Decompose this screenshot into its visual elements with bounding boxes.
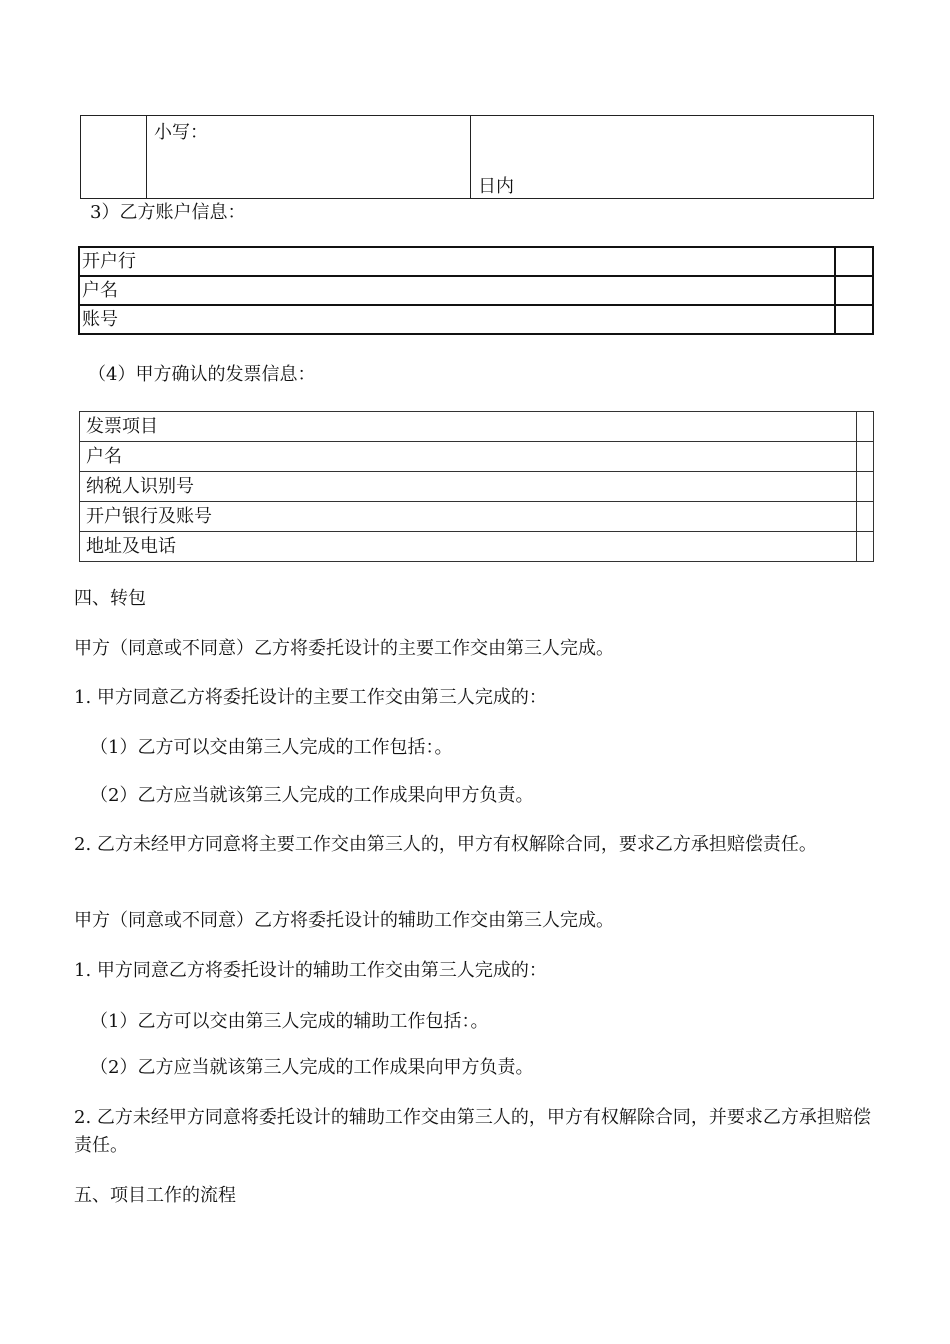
invoice-name-value	[857, 442, 874, 472]
amount-days-label: 日内	[478, 176, 514, 197]
main-work-intro: 甲方（同意或不同意）乙方将委托设计的主要工作交由第三人完成。	[74, 638, 614, 659]
section-four-title: 四、转包	[74, 588, 146, 609]
section-five-title: 五、项目工作的流程	[74, 1185, 236, 1206]
account-info-heading: 3）乙方账户信息：	[90, 202, 246, 223]
table-row	[80, 412, 874, 442]
account-bank-label: 开户行	[79, 247, 835, 276]
aux-work-sub-2: （2）乙方应当就该第三人完成的工作成果向甲方负责。	[90, 1057, 534, 1078]
invoice-address-value	[857, 532, 874, 562]
invoice-taxid-label: 纳税人识别号	[80, 472, 857, 502]
amount-table-empty-cell	[81, 116, 147, 199]
amount-days-cell	[471, 116, 874, 199]
account-bank-value	[835, 247, 873, 276]
aux-work-sub-1: （1）乙方可以交由第三人完成的辅助工作包括：。	[90, 1011, 489, 1032]
invoice-bank-value	[857, 502, 874, 532]
table-row	[79, 305, 873, 334]
account-number-value	[835, 305, 873, 334]
invoice-info-table	[79, 411, 874, 562]
account-number-label: 账号	[79, 305, 835, 334]
account-name-label: 户名	[79, 276, 835, 305]
main-work-item-1: 1. 甲方同意乙方将委托设计的主要工作交由第三人完成的：	[74, 687, 547, 708]
aux-work-item-2: 2. 乙方未经甲方同意将委托设计的辅助工作交由第三人的，甲方有权解除合同，并要求乙方承担赔偿责任。	[74, 1107, 871, 1156]
invoice-taxid-value	[857, 472, 874, 502]
table-row	[80, 502, 874, 532]
invoice-address-label: 地址及电话	[80, 532, 857, 562]
invoice-item-value	[857, 412, 874, 442]
account-info-table	[78, 246, 874, 335]
main-work-sub-2: （2）乙方应当就该第三人完成的工作成果向甲方负责。	[90, 785, 534, 806]
invoice-name-label: 户名	[80, 442, 857, 472]
main-work-item-2: 2. 乙方未经甲方同意将主要工作交由第三人的，甲方有权解除合同，要求乙方承担赔偿责任。	[74, 834, 817, 855]
table-row	[80, 532, 874, 562]
amount-small-label: 小写：	[154, 122, 208, 143]
table-row	[79, 247, 873, 276]
table-row	[80, 442, 874, 472]
table-row	[79, 276, 873, 305]
invoice-info-heading: （4）甲方确认的发票信息：	[88, 364, 316, 385]
table-row	[80, 472, 874, 502]
main-work-sub-1: （1）乙方可以交由第三人完成的工作包括：。	[90, 737, 453, 758]
invoice-bank-label: 开户银行及账号	[80, 502, 857, 532]
invoice-item-label: 发票项目	[80, 412, 857, 442]
amount-small-cell	[147, 116, 471, 199]
aux-work-intro: 甲方（同意或不同意）乙方将委托设计的辅助工作交由第三人完成。	[74, 910, 614, 931]
aux-work-item-1: 1. 甲方同意乙方将委托设计的辅助工作交由第三人完成的：	[74, 960, 547, 981]
amount-table	[80, 115, 874, 199]
account-name-value	[835, 276, 873, 305]
